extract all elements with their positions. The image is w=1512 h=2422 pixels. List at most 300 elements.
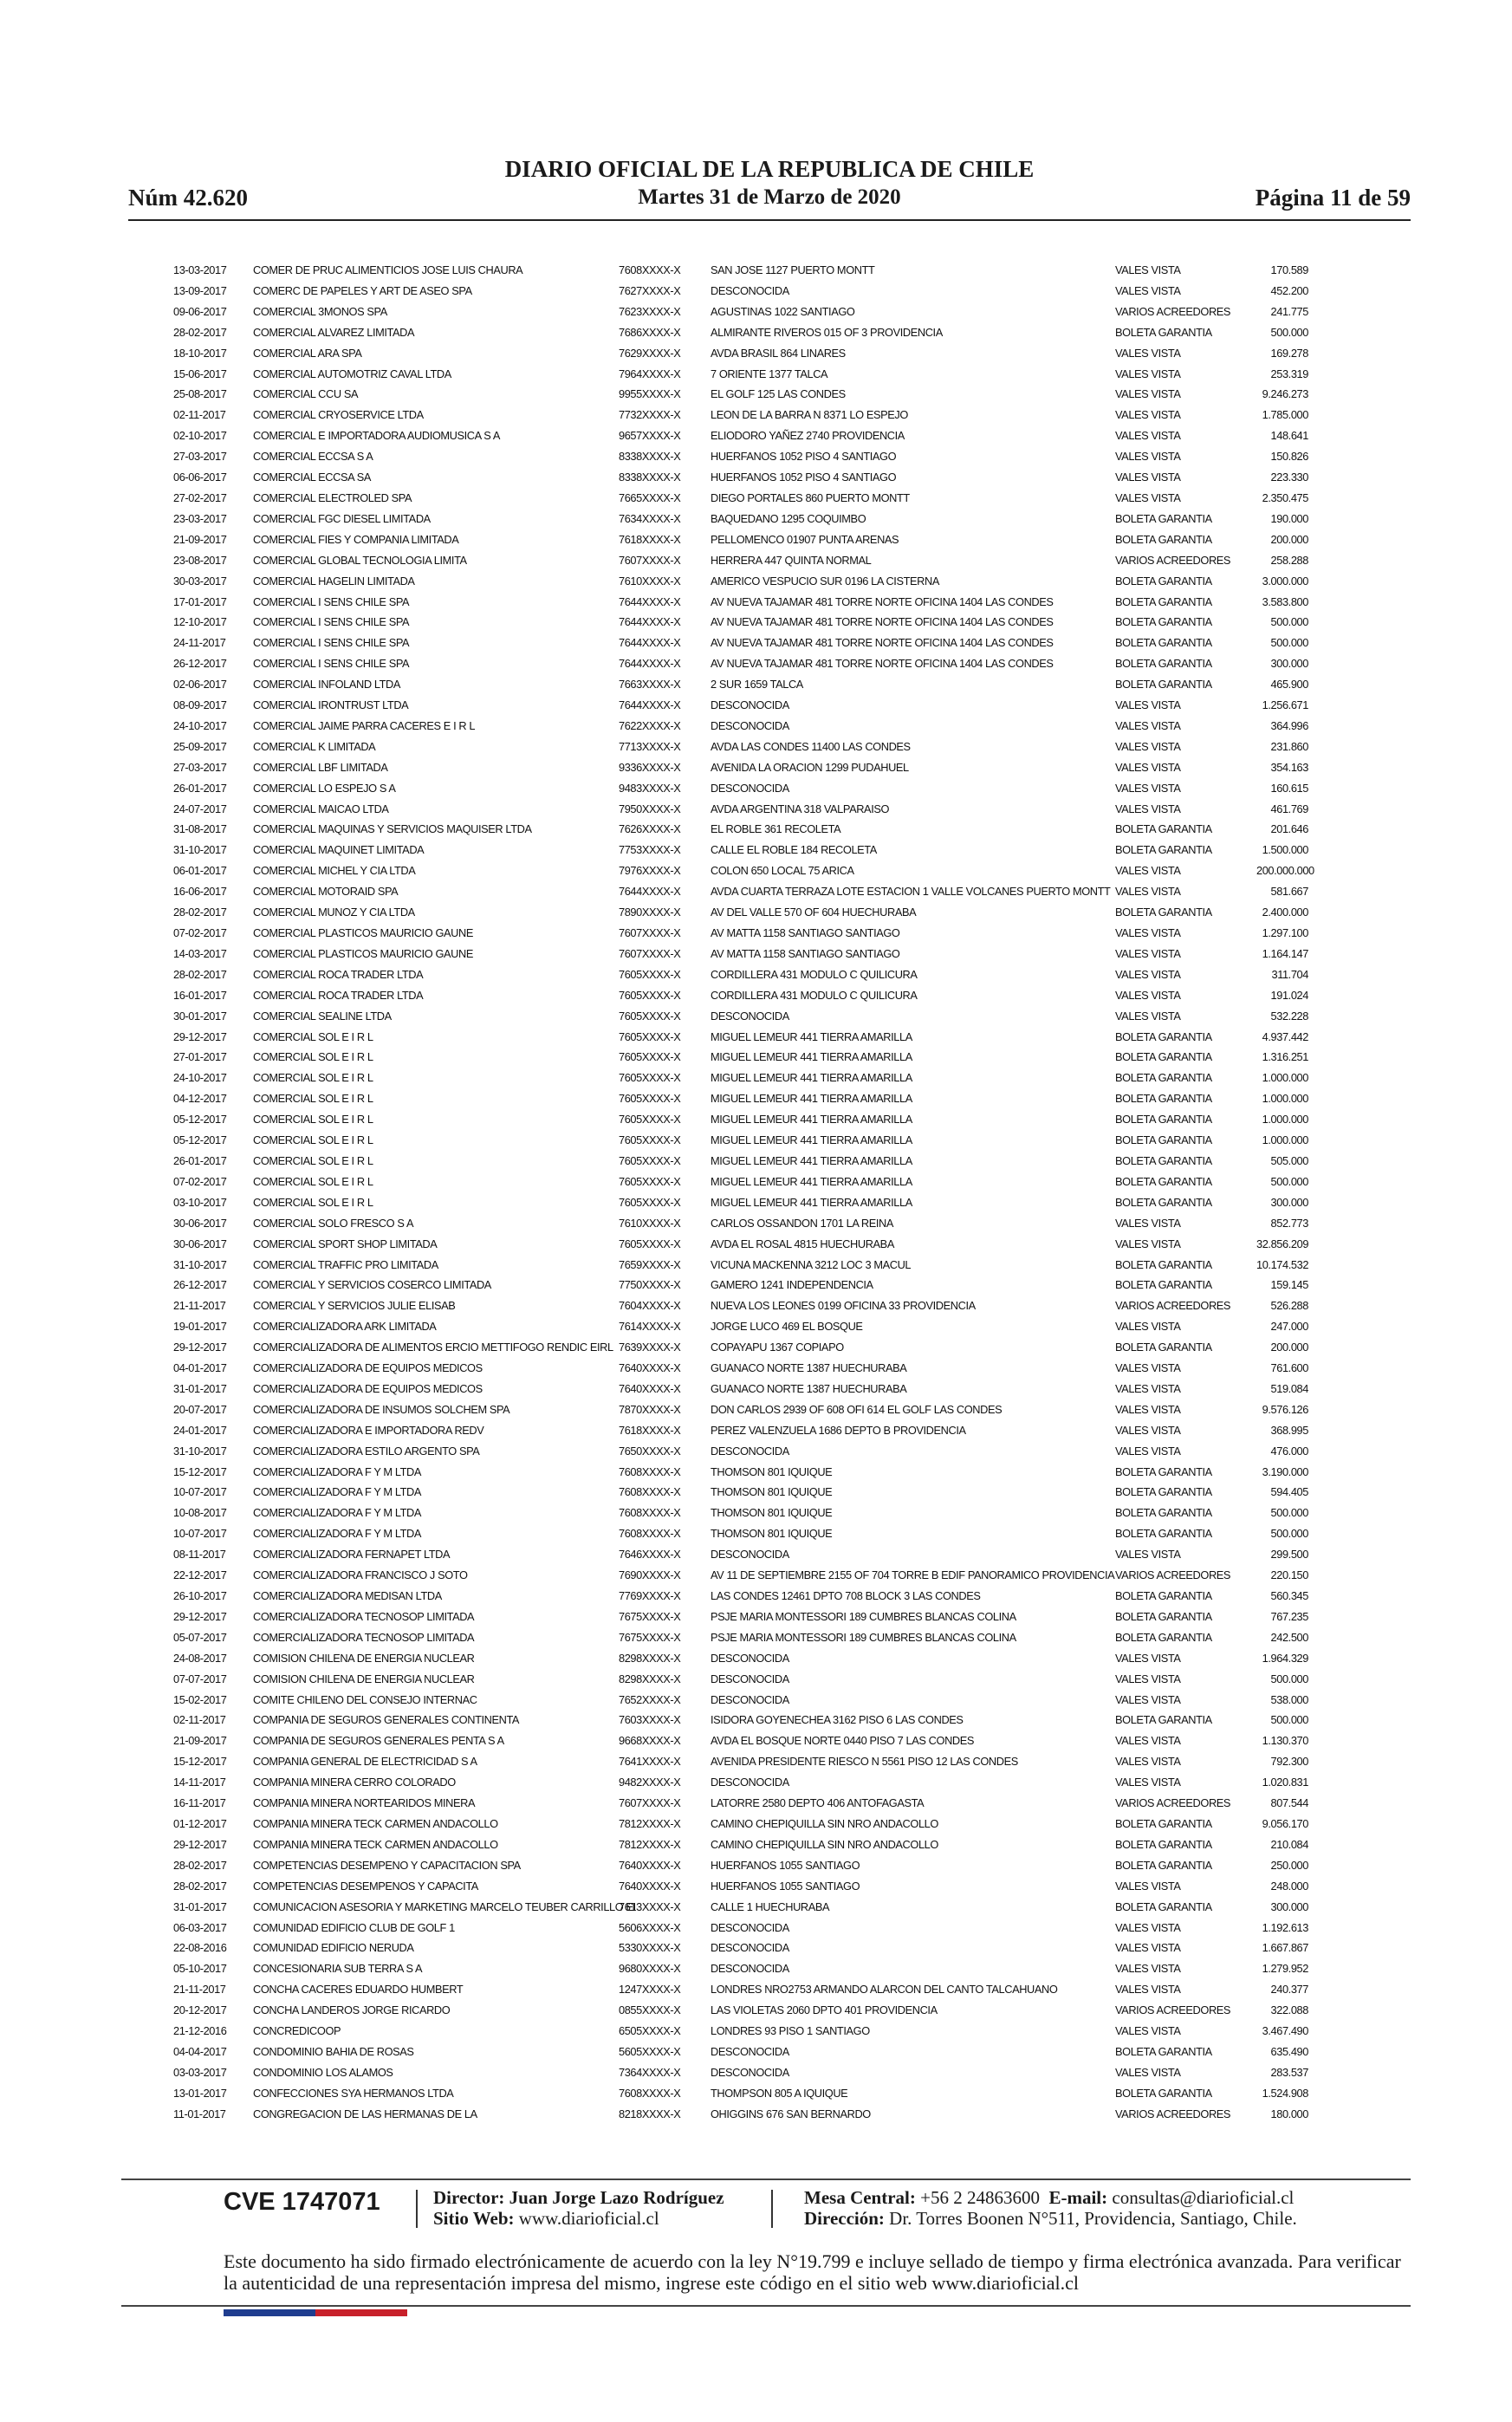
row-name: COMERCIAL LO ESPEJO S A bbox=[253, 781, 396, 795]
row-type: VALES VISTA bbox=[1115, 408, 1181, 422]
row-address: LATORRE 2580 DEPTO 406 ANTOFAGASTA bbox=[711, 1796, 925, 1810]
table-row bbox=[173, 1420, 1308, 1441]
row-rut: 7623XXXX-X bbox=[619, 304, 681, 318]
row-address: DESCONOCIDA bbox=[711, 1672, 789, 1685]
row-amount: 180.000 bbox=[1270, 2107, 1308, 2120]
row-address: VICUNA MACKENNA 3212 LOC 3 MACUL bbox=[711, 1257, 912, 1271]
row-address: AV NUEVA TAJAMAR 481 TORRE NORTE OFICINA 1404 LAS CONDES bbox=[711, 594, 1054, 608]
row-date: 22-12-2017 bbox=[173, 1568, 227, 1582]
row-address: AVDA LAS CONDES 11400 LAS CONDES bbox=[711, 739, 911, 753]
row-type: VARIOS ACREEDORES bbox=[1115, 1568, 1231, 1582]
row-address: MIGUEL LEMEUR 441 TIERRA AMARILLA bbox=[711, 1153, 912, 1167]
row-type: VALES VISTA bbox=[1115, 1776, 1181, 1789]
row-rut: 8218XXXX-X bbox=[619, 2107, 681, 2120]
row-date: 26-10-2017 bbox=[173, 1589, 227, 1602]
row-type: VALES VISTA bbox=[1115, 1237, 1181, 1250]
row-rut: 7605XXXX-X bbox=[619, 1195, 681, 1209]
table-row bbox=[173, 1068, 1308, 1088]
row-address: PSJE MARIA MONTESSORI 189 CUMBRES BLANCAS COLINA bbox=[711, 1630, 1016, 1644]
row-rut: 7608XXXX-X bbox=[619, 1485, 681, 1499]
row-amount: 500.000 bbox=[1270, 1506, 1308, 1520]
row-rut: 8298XXXX-X bbox=[619, 1672, 681, 1685]
row-amount: 505.000 bbox=[1270, 1153, 1308, 1167]
row-rut: 8338XXXX-X bbox=[619, 471, 681, 484]
row-name: COMERCIAL SOLO FRESCO S A bbox=[253, 1216, 414, 1230]
row-amount: 150.826 bbox=[1270, 450, 1308, 464]
row-name: COMERCIALIZADORA MEDISAN LTDA bbox=[253, 1589, 442, 1602]
row-amount: 500.000 bbox=[1270, 615, 1308, 629]
row-name: COMERCIAL PLASTICOS MAURICIO GAUNE bbox=[253, 926, 473, 939]
row-rut: 9680XXXX-X bbox=[619, 1962, 681, 1976]
row-rut: 7364XXXX-X bbox=[619, 2065, 681, 2079]
row-date: 28-02-2017 bbox=[173, 906, 227, 919]
row-name: COMERCIAL FGC DIESEL LIMITADA bbox=[253, 511, 431, 525]
row-address: LAS CONDES 12461 DPTO 708 BLOCK 3 LAS CONDES bbox=[711, 1589, 981, 1602]
page-indicator: Página 11 de 59 bbox=[1255, 185, 1411, 211]
row-amount: 500.000 bbox=[1270, 1174, 1308, 1188]
row-name: CONGREGACION DE LAS HERMANAS DE LA bbox=[253, 2107, 477, 2120]
row-type: BOLETA GARANTIA bbox=[1115, 1153, 1212, 1167]
row-amount: 191.024 bbox=[1270, 988, 1308, 1002]
row-name: COMITE CHILENO DEL CONSEJO INTERNAC bbox=[253, 1692, 477, 1706]
row-date: 24-11-2017 bbox=[173, 636, 226, 650]
cve-code: CVE 1747071 bbox=[224, 2188, 380, 2216]
row-name: COMERCIAL SOL E I R L bbox=[253, 1029, 373, 1043]
footer-divider bbox=[121, 2179, 1411, 2180]
row-date: 16-11-2017 bbox=[173, 1796, 226, 1810]
row-address: DIEGO PORTALES 860 PUERTO MONTT bbox=[711, 490, 910, 504]
row-date: 24-08-2017 bbox=[173, 1651, 227, 1665]
row-rut: 7622XXXX-X bbox=[619, 718, 681, 732]
row-rut: 7605XXXX-X bbox=[619, 1071, 681, 1085]
row-address: EL GOLF 125 LAS CONDES bbox=[711, 387, 846, 401]
table-row bbox=[173, 1876, 1308, 1897]
row-amount: 10.174.532 bbox=[1256, 1257, 1309, 1271]
row-name: COMERCIALIZADORA DE ALIMENTOS ERCIO METTIFOGO RENDIC EIRL bbox=[253, 1341, 613, 1354]
row-rut: 7675XXXX-X bbox=[619, 1609, 681, 1623]
row-amount: 1.524.908 bbox=[1262, 2086, 1308, 2100]
table-row bbox=[173, 1088, 1308, 1109]
table-row bbox=[173, 902, 1308, 923]
row-address: MIGUEL LEMEUR 441 TIERRA AMARILLA bbox=[711, 1050, 912, 1064]
row-date: 25-08-2017 bbox=[173, 387, 227, 401]
row-type: VALES VISTA bbox=[1115, 1755, 1181, 1769]
row-amount: 538.000 bbox=[1270, 1692, 1308, 1706]
row-name: COMERCIAL LBF LIMITADA bbox=[253, 760, 388, 774]
row-type: BOLETA GARANTIA bbox=[1115, 1837, 1212, 1851]
row-date: 18-10-2017 bbox=[173, 346, 227, 360]
row-name: COMERCIAL MOTORAID SPA bbox=[253, 885, 399, 899]
row-rut: 9482XXXX-X bbox=[619, 1776, 681, 1789]
row-name: COMERCIAL SOL E I R L bbox=[253, 1092, 373, 1106]
row-amount: 200.000 bbox=[1270, 1341, 1308, 1354]
row-rut: 7605XXXX-X bbox=[619, 1133, 681, 1147]
row-rut: 7604XXXX-X bbox=[619, 1299, 681, 1313]
table-row bbox=[173, 2104, 1308, 2125]
row-rut: 7608XXXX-X bbox=[619, 1464, 681, 1478]
footer-separator bbox=[416, 2190, 418, 2228]
row-address: AVDA CUARTA TERRAZA LOTE ESTACION 1 VALLE VOLCANES PUERTO MONTT bbox=[711, 885, 1111, 899]
table-row bbox=[173, 1648, 1308, 1669]
row-name: CONFECCIONES SYA HERMANOS LTDA bbox=[253, 2086, 454, 2100]
row-amount: 581.667 bbox=[1270, 885, 1308, 899]
newspaper-title: DIARIO OFICIAL DE LA REPUBLICA DE CHILE bbox=[504, 156, 1035, 182]
row-address: AV MATTA 1158 SANTIAGO SANTIAGO bbox=[711, 926, 900, 939]
row-amount: 594.405 bbox=[1270, 1485, 1308, 1499]
row-amount: 792.300 bbox=[1270, 1755, 1308, 1769]
row-rut: 7640XXXX-X bbox=[619, 1361, 681, 1375]
table-row bbox=[173, 1109, 1308, 1130]
table-row bbox=[173, 1399, 1308, 1420]
row-address: AVDA EL BOSQUE NORTE 0440 PISO 7 LAS CONDES bbox=[711, 1734, 975, 1748]
row-date: 05-10-2017 bbox=[173, 1962, 227, 1976]
row-address: BAQUEDANO 1295 COQUIMBO bbox=[711, 511, 866, 525]
row-name: COMERCIAL PLASTICOS MAURICIO GAUNE bbox=[253, 946, 473, 960]
row-amount: 242.500 bbox=[1270, 1630, 1308, 1644]
row-type: VALES VISTA bbox=[1115, 346, 1181, 360]
table-row bbox=[173, 1234, 1308, 1255]
table-row bbox=[173, 1690, 1308, 1711]
row-type: BOLETA GARANTIA bbox=[1115, 2086, 1212, 2100]
table-row bbox=[173, 1897, 1308, 1918]
row-type: VARIOS ACREEDORES bbox=[1115, 1796, 1231, 1810]
row-name: COMERCIAL Y SERVICIOS COSERCO LIMITADA bbox=[253, 1278, 491, 1292]
row-name: COMERCIAL SOL E I R L bbox=[253, 1153, 373, 1167]
row-date: 21-09-2017 bbox=[173, 532, 227, 546]
row-date: 06-03-2017 bbox=[173, 1920, 227, 1934]
table-row bbox=[173, 1958, 1308, 1979]
row-date: 31-10-2017 bbox=[173, 1257, 227, 1271]
row-name: CONCHA LANDEROS JORGE RICARDO bbox=[253, 2003, 451, 2017]
row-amount: 767.235 bbox=[1270, 1609, 1308, 1623]
row-date: 10-07-2017 bbox=[173, 1527, 227, 1541]
row-amount: 169.278 bbox=[1270, 346, 1308, 360]
row-date: 29-12-2017 bbox=[173, 1837, 227, 1851]
row-amount: 1.020.831 bbox=[1262, 1776, 1308, 1789]
row-address: HUERFANOS 1055 SANTIAGO bbox=[711, 1858, 860, 1872]
row-rut: 7608XXXX-X bbox=[619, 1506, 681, 1520]
row-name: COMERCIAL MAQUINET LIMITADA bbox=[253, 843, 425, 857]
row-date: 26-01-2017 bbox=[173, 1153, 227, 1167]
row-amount: 1.192.613 bbox=[1262, 1920, 1308, 1934]
row-address: THOMSON 801 IQUIQUE bbox=[711, 1506, 833, 1520]
row-name: COMERCIAL GLOBAL TECNOLOGIA LIMITA bbox=[253, 553, 467, 567]
row-name: CONCHA CACERES EDUARDO HUMBERT bbox=[253, 1983, 464, 1997]
row-amount: 1.000.000 bbox=[1262, 1071, 1308, 1085]
row-amount: 210.084 bbox=[1270, 1837, 1308, 1851]
row-rut: 7610XXXX-X bbox=[619, 1216, 681, 1230]
row-address: HUERFANOS 1055 SANTIAGO bbox=[711, 1879, 860, 1893]
table-row bbox=[173, 985, 1308, 1006]
row-type: VALES VISTA bbox=[1115, 283, 1181, 297]
table-row bbox=[173, 1337, 1308, 1358]
row-rut: 8338XXXX-X bbox=[619, 450, 681, 464]
table-row bbox=[173, 737, 1308, 757]
row-name: COMERCIAL JAIME PARRA CACERES E I R L bbox=[253, 718, 476, 732]
table-row bbox=[173, 281, 1308, 302]
row-address: COPAYAPU 1367 COPIAPO bbox=[711, 1341, 844, 1354]
row-address: AV 11 DE SEPTIEMBRE 2155 OF 704 TORRE B EDIF PANORAMICO PROVIDENCIA bbox=[711, 1568, 1115, 1582]
row-amount: 500.000 bbox=[1270, 325, 1308, 339]
row-date: 13-01-2017 bbox=[173, 2086, 227, 2100]
row-rut: 7603XXXX-X bbox=[619, 1713, 681, 1727]
director-block bbox=[433, 2187, 724, 2229]
email-link[interactable]: consultas@diarioficial.cl bbox=[1112, 2187, 1295, 2208]
row-date: 05-12-2017 bbox=[173, 1133, 227, 1147]
row-address: DESCONOCIDA bbox=[711, 1444, 789, 1458]
web-link[interactable]: www.diarioficial.cl bbox=[518, 2208, 659, 2229]
row-amount: 1.000.000 bbox=[1262, 1133, 1308, 1147]
row-amount: 148.641 bbox=[1270, 429, 1308, 443]
row-amount: 500.000 bbox=[1270, 1672, 1308, 1685]
table-row bbox=[173, 1172, 1308, 1192]
row-name: CONCREDICOOP bbox=[253, 2024, 341, 2038]
row-rut: 7769XXXX-X bbox=[619, 1589, 681, 1602]
row-type: VALES VISTA bbox=[1115, 490, 1181, 504]
row-amount: 190.000 bbox=[1270, 511, 1308, 525]
row-name: CONCESIONARIA SUB TERRA S A bbox=[253, 1962, 423, 1976]
row-rut: 7607XXXX-X bbox=[619, 1796, 681, 1810]
row-type: BOLETA GARANTIA bbox=[1115, 657, 1212, 671]
row-amount: 201.646 bbox=[1270, 822, 1308, 836]
row-rut: 7650XXXX-X bbox=[619, 1444, 681, 1458]
table-row bbox=[173, 1627, 1308, 1648]
address-value: Dr. Torres Boonen N°511, Providencia, Santiago, Chile. bbox=[889, 2208, 1297, 2229]
row-address: CAMINO CHEPIQUILLA SIN NRO ANDACOLLO bbox=[711, 1837, 938, 1851]
row-address: PELLOMENCO 01907 PUNTA ARENAS bbox=[711, 532, 899, 546]
row-address: MIGUEL LEMEUR 441 TIERRA AMARILLA bbox=[711, 1029, 912, 1043]
row-address: AMERICO VESPUCIO SUR 0196 LA CISTERNA bbox=[711, 574, 939, 588]
row-rut: 5606XXXX-X bbox=[619, 1920, 681, 1934]
row-amount: 532.228 bbox=[1270, 1009, 1308, 1023]
row-date: 15-12-2017 bbox=[173, 1464, 227, 1478]
table-row bbox=[173, 1938, 1308, 1958]
table-row bbox=[173, 1669, 1308, 1690]
table-row bbox=[173, 1027, 1308, 1048]
row-address: AV NUEVA TAJAMAR 481 TORRE NORTE OFICINA 1404 LAS CONDES bbox=[711, 615, 1054, 629]
row-date: 29-12-2017 bbox=[173, 1029, 227, 1043]
row-amount: 300.000 bbox=[1270, 657, 1308, 671]
row-date: 24-07-2017 bbox=[173, 802, 227, 815]
row-date: 02-10-2017 bbox=[173, 429, 227, 443]
row-address: LONDRES NRO2753 ARMANDO ALARCON DEL CANTO TALCAHUANO bbox=[711, 1983, 1058, 1997]
row-type: BOLETA GARANTIA bbox=[1115, 1257, 1212, 1271]
row-amount: 3.583.800 bbox=[1262, 594, 1308, 608]
row-address: GAMERO 1241 INDEPENDENCIA bbox=[711, 1278, 873, 1292]
row-amount: 476.000 bbox=[1270, 1444, 1308, 1458]
deposits-table bbox=[173, 260, 1314, 2125]
row-rut: 7812XXXX-X bbox=[619, 1816, 681, 1830]
table-row bbox=[173, 964, 1308, 985]
row-rut: 7812XXXX-X bbox=[619, 1837, 681, 1851]
row-type: VARIOS ACREEDORES bbox=[1115, 2003, 1231, 2017]
row-date: 03-10-2017 bbox=[173, 1195, 227, 1209]
row-amount: 9.056.170 bbox=[1262, 1816, 1308, 1830]
row-name: COMPANIA GENERAL DE ELECTRICIDAD S A bbox=[253, 1755, 477, 1769]
row-address: DESCONOCIDA bbox=[711, 2065, 789, 2079]
row-date: 22-08-2016 bbox=[173, 1941, 227, 1955]
row-date: 13-09-2017 bbox=[173, 283, 227, 297]
row-address: AVENIDA PRESIDENTE RIESCO N 5561 PISO 12 LAS CONDES bbox=[711, 1755, 1018, 1769]
row-address: CALLE 1 HUECHURABA bbox=[711, 1899, 830, 1913]
row-name: COMERCIAL CRYOSERVICE LTDA bbox=[253, 408, 424, 422]
row-address: DESCONOCIDA bbox=[711, 2044, 789, 2058]
row-amount: 1.164.147 bbox=[1262, 946, 1308, 960]
row-amount: 368.995 bbox=[1270, 1423, 1308, 1437]
row-type: VALES VISTA bbox=[1115, 1962, 1181, 1976]
table-row bbox=[173, 405, 1308, 425]
row-amount: 300.000 bbox=[1270, 1195, 1308, 1209]
row-type: VALES VISTA bbox=[1115, 1444, 1181, 1458]
row-amount: 3.000.000 bbox=[1262, 574, 1308, 588]
row-rut: 7608XXXX-X bbox=[619, 1527, 681, 1541]
row-name: COMERCIAL ARA SPA bbox=[253, 346, 362, 360]
table-row bbox=[173, 550, 1308, 571]
row-rut: 7605XXXX-X bbox=[619, 1113, 681, 1127]
row-name: COMERCIAL SOL E I R L bbox=[253, 1195, 373, 1209]
row-rut: 7686XXXX-X bbox=[619, 325, 681, 339]
row-date: 30-01-2017 bbox=[173, 1009, 227, 1023]
row-address: GUANACO NORTE 1387 HUECHURABA bbox=[711, 1381, 907, 1395]
row-date: 24-01-2017 bbox=[173, 1423, 227, 1437]
row-address: DESCONOCIDA bbox=[711, 1548, 789, 1562]
table-row bbox=[173, 1855, 1308, 1876]
contact-block bbox=[804, 2187, 1297, 2229]
row-date: 04-12-2017 bbox=[173, 1092, 227, 1106]
row-type: BOLETA GARANTIA bbox=[1115, 2044, 1212, 2058]
table-row bbox=[173, 488, 1308, 509]
row-address: DESCONOCIDA bbox=[711, 698, 789, 712]
row-rut: 7644XXXX-X bbox=[619, 636, 681, 650]
row-amount: 1.000.000 bbox=[1262, 1092, 1308, 1106]
row-name: COMERCIAL FIES Y COMPANIA LIMITADA bbox=[253, 532, 459, 546]
row-amount: 9.576.126 bbox=[1262, 1402, 1308, 1416]
row-address: MIGUEL LEMEUR 441 TIERRA AMARILLA bbox=[711, 1133, 912, 1147]
row-address: COLON 650 LOCAL 75 ARICA bbox=[711, 864, 854, 878]
row-address: DON CARLOS 2939 OF 608 OFI 614 EL GOLF LAS CONDES bbox=[711, 1402, 1003, 1416]
table-row bbox=[173, 1151, 1308, 1172]
row-rut: 6505XXXX-X bbox=[619, 2024, 681, 2038]
table-row bbox=[173, 2083, 1308, 2104]
row-type: BOLETA GARANTIA bbox=[1115, 1506, 1212, 1520]
table-row bbox=[173, 1523, 1308, 1544]
row-date: 12-10-2017 bbox=[173, 615, 227, 629]
row-rut: 7659XXXX-X bbox=[619, 1257, 681, 1271]
row-name: COMERCIAL TRAFFIC PRO LIMITADA bbox=[253, 1257, 438, 1271]
row-name: COMISION CHILENA DE ENERGIA NUCLEAR bbox=[253, 1651, 475, 1665]
row-type: BOLETA GARANTIA bbox=[1115, 678, 1212, 692]
row-type: VALES VISTA bbox=[1115, 2024, 1181, 2038]
row-type: BOLETA GARANTIA bbox=[1115, 1858, 1212, 1872]
row-type: BOLETA GARANTIA bbox=[1115, 1071, 1212, 1085]
row-type: VALES VISTA bbox=[1115, 739, 1181, 753]
row-rut: 7605XXXX-X bbox=[619, 967, 681, 981]
row-amount: 461.769 bbox=[1270, 802, 1308, 815]
table-row bbox=[173, 674, 1308, 695]
row-name: COMERCIAL ALVAREZ LIMITADA bbox=[253, 325, 415, 339]
row-name: COMERCIALIZADORA F Y M LTDA bbox=[253, 1527, 421, 1541]
row-type: VALES VISTA bbox=[1115, 450, 1181, 464]
row-address: PEREZ VALENZUELA 1686 DEPTO B PROVIDENCIA bbox=[711, 1423, 966, 1437]
row-date: 05-12-2017 bbox=[173, 1113, 227, 1127]
row-address: LAS VIOLETAS 2060 DPTO 401 PROVIDENCIA bbox=[711, 2003, 938, 2017]
row-rut: 7605XXXX-X bbox=[619, 1237, 681, 1250]
row-type: BOLETA GARANTIA bbox=[1115, 843, 1212, 857]
web-label: Sitio Web: bbox=[433, 2208, 515, 2229]
table-row bbox=[173, 1814, 1308, 1834]
row-address: DESCONOCIDA bbox=[711, 283, 789, 297]
row-amount: 247.000 bbox=[1270, 1320, 1308, 1334]
row-rut: 7607XXXX-X bbox=[619, 553, 681, 567]
row-name: COMERCIAL E IMPORTADORA AUDIOMUSICA S A bbox=[253, 429, 500, 443]
row-amount: 1.256.671 bbox=[1262, 698, 1308, 712]
signature-notice: Este documento ha sido firmado electrónicamente de acuerdo con la ley N°19.799 e incluye sellado de tiempo y firma electrónica avanzada. Para verificar la autenticidad de una representación impresa del mismo, ingrese este código en el sitio web www.diarioficial.cl bbox=[224, 2250, 1401, 2294]
table-row bbox=[173, 322, 1308, 343]
row-rut: 7627XXXX-X bbox=[619, 283, 681, 297]
row-rut: 7640XXXX-X bbox=[619, 1858, 681, 1872]
row-name: COMPANIA DE SEGUROS GENERALES CONTINENTA bbox=[253, 1713, 520, 1727]
row-name: COMERCIALIZADORA ARK LIMITADA bbox=[253, 1320, 437, 1334]
row-date: 28-02-2017 bbox=[173, 967, 227, 981]
row-rut: 7976XXXX-X bbox=[619, 864, 681, 878]
row-address: CARLOS OSSANDON 1701 LA REINA bbox=[711, 1216, 894, 1230]
row-address: DESCONOCIDA bbox=[711, 1962, 789, 1976]
row-date: 08-09-2017 bbox=[173, 698, 227, 712]
row-name: COMERCIAL ECCSA S A bbox=[253, 450, 373, 464]
table-row bbox=[173, 653, 1308, 674]
row-type: VARIOS ACREEDORES bbox=[1115, 553, 1231, 567]
row-type: VALES VISTA bbox=[1115, 1692, 1181, 1706]
row-address: CORDILLERA 431 MODULO C QUILICURA bbox=[711, 988, 918, 1002]
row-type: BOLETA GARANTIA bbox=[1115, 1589, 1212, 1602]
row-type: VARIOS ACREEDORES bbox=[1115, 2107, 1231, 2120]
row-address: ISIDORA GOYENECHEA 3162 PISO 6 LAS CONDES bbox=[711, 1713, 964, 1727]
row-address: AGUSTINAS 1022 SANTIAGO bbox=[711, 304, 855, 318]
row-date: 07-07-2017 bbox=[173, 1672, 227, 1685]
row-amount: 761.600 bbox=[1270, 1361, 1308, 1375]
row-type: BOLETA GARANTIA bbox=[1115, 1050, 1212, 1064]
row-amount: 519.084 bbox=[1270, 1381, 1308, 1395]
row-type: VALES VISTA bbox=[1115, 1361, 1181, 1375]
table-row bbox=[173, 425, 1308, 446]
email-label: E-mail: bbox=[1048, 2187, 1108, 2208]
row-rut: 7644XXXX-X bbox=[619, 594, 681, 608]
row-name: COMERCIALIZADORA F Y M LTDA bbox=[253, 1506, 421, 1520]
row-type: VALES VISTA bbox=[1115, 1651, 1181, 1665]
row-rut: 7652XXXX-X bbox=[619, 1692, 681, 1706]
row-name: COMERCIALIZADORA F Y M LTDA bbox=[253, 1464, 421, 1478]
table-row bbox=[173, 757, 1308, 778]
table-row bbox=[173, 529, 1308, 550]
row-address: AV NUEVA TAJAMAR 481 TORRE NORTE OFICINA 1404 LAS CONDES bbox=[711, 636, 1054, 650]
row-rut: 7605XXXX-X bbox=[619, 1174, 681, 1188]
table-row bbox=[173, 592, 1308, 613]
row-address: MIGUEL LEMEUR 441 TIERRA AMARILLA bbox=[711, 1092, 912, 1106]
row-date: 02-11-2017 bbox=[173, 408, 226, 422]
row-address: DESCONOCIDA bbox=[711, 1941, 789, 1955]
row-address: MIGUEL LEMEUR 441 TIERRA AMARILLA bbox=[711, 1071, 912, 1085]
row-date: 31-01-2017 bbox=[173, 1899, 227, 1913]
table-row bbox=[173, 1772, 1308, 1793]
row-type: BOLETA GARANTIA bbox=[1115, 822, 1212, 836]
table-row bbox=[173, 1316, 1308, 1337]
footer-bottom-divider bbox=[121, 2305, 1411, 2307]
row-date: 08-11-2017 bbox=[173, 1548, 226, 1562]
row-date: 02-06-2017 bbox=[173, 678, 227, 692]
table-row bbox=[173, 384, 1308, 405]
row-address: CORDILLERA 431 MODULO C QUILICURA bbox=[711, 967, 918, 981]
row-rut: 7690XXXX-X bbox=[619, 1568, 681, 1582]
